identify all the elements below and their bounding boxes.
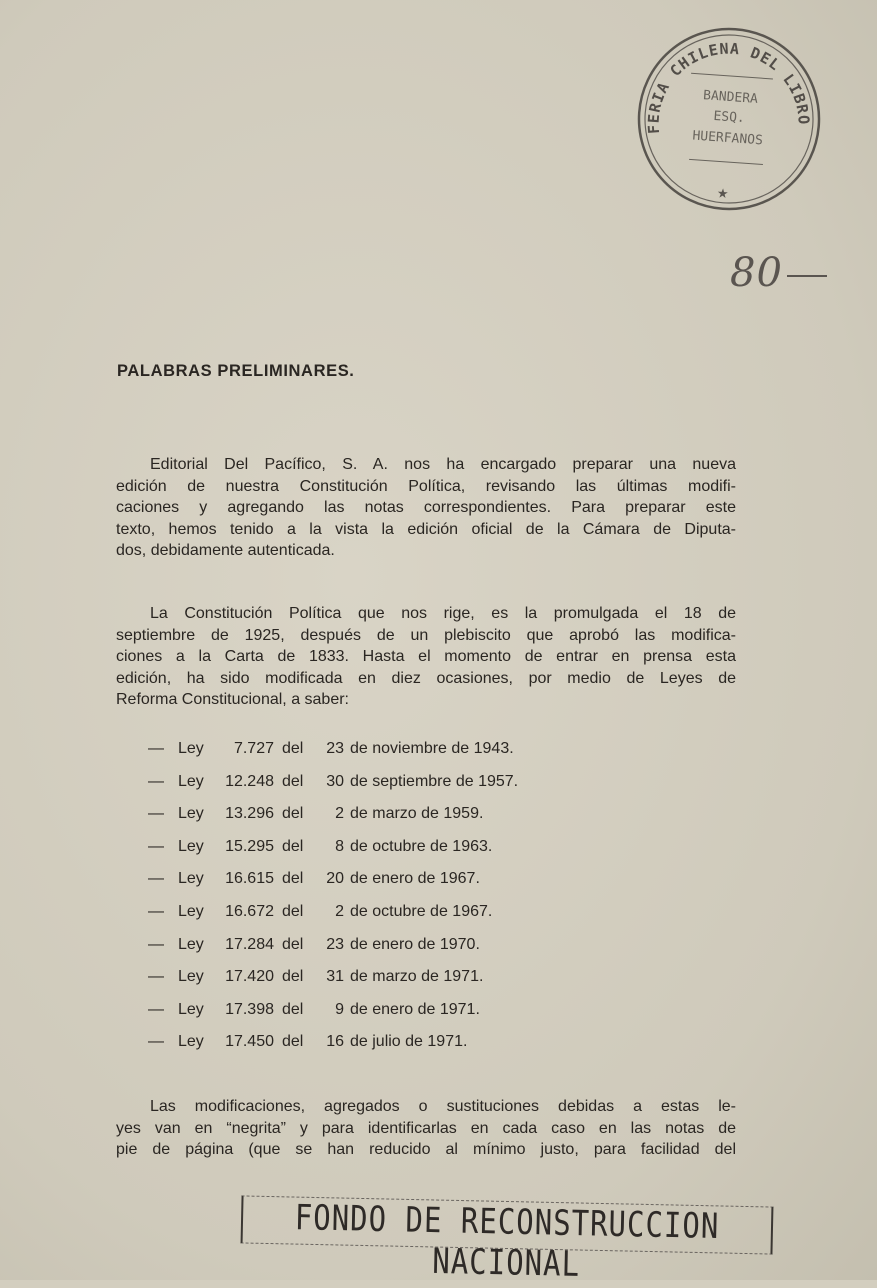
paragraph-line: La Constitución Política que nos rige, es la promulgada el 18 de: [150, 605, 736, 622]
paragraph-line: Reforma Constitucional, a saber:: [116, 691, 349, 708]
stamp-star-icon: ★: [716, 186, 730, 203]
paragraph-line: septiembre de 1925, después de un plebiscito que aprobó las modifica-: [116, 626, 736, 644]
paragraph-line: Las modificaciones, agregados o sustituciones debidas a estas le-: [150, 1098, 736, 1115]
law-item: — Ley 16.615 del 20 de enero de 1967.: [148, 870, 480, 888]
stamp-ring-text: FERIA CHILENA DEL LIBRO: [644, 39, 813, 135]
handwritten-price: [730, 250, 827, 296]
paragraph-line: dos, debidamente autenticada.: [116, 542, 335, 559]
price-dash: [787, 275, 827, 277]
law-list: [148, 739, 518, 1065]
law-item: — Ley 17.284 del 23 de enero de 1970.: [148, 935, 480, 953]
paragraph-line: texto, hemos tenido a la vista la edición oficial de la Cámara de Diputa-: [116, 520, 736, 538]
paragraph-line: ciones a la Carta de 1833. Hasta el momento de entrar en prensa esta: [116, 648, 736, 665]
paragraph-line: edición, ha sido modificada en diez ocasiones, por medio de Leyes de: [116, 669, 736, 687]
law-item: — Ley 13.296 del 2 de marzo de 1959.: [148, 805, 484, 823]
stamp-line-1: BANDERA: [702, 88, 759, 107]
reconstruction-fund-stamp-text: FONDO DE RECONSTRUCCION NACIONAL: [294, 1196, 720, 1285]
paragraph-intro: [116, 454, 736, 562]
law-item: — Ley 17.398 del 9 de enero de 1971.: [148, 1000, 480, 1018]
section-heading: PALABRAS PRELIMINARES.: [117, 362, 355, 380]
paragraph-line: edición de nuestra Constitución Política, revisando las últimas modifi-: [116, 477, 736, 495]
bookfair-stamp: [630, 20, 829, 219]
law-item: — Ley 17.420 del 31 de marzo de 1971.: [148, 968, 484, 986]
law-item: — Ley 15.295 del 8 de octubre de 1963.: [148, 837, 493, 855]
paragraph-line: caciones y agregando las notas correspondientes. Para preparar este: [116, 499, 736, 516]
stamp-line-2: ESQ.: [712, 108, 746, 127]
law-item: — Ley 7.727 del 23 de noviembre de 1943.: [148, 740, 514, 757]
paragraph-line: yes van en “negrita” y para identificarlas en cada caso en las notas de: [116, 1119, 736, 1137]
stamp-line-3: HUERFANOS: [691, 128, 764, 149]
law-item: — Ley 17.450 del 16 de julio de 1971.: [148, 1033, 468, 1051]
paragraph-constitution: [116, 603, 736, 711]
paragraph-line: Editorial Del Pacífico, S. A. nos ha encargado preparar una nueva: [150, 456, 736, 473]
law-item: — Ley 16.672 del 2 de octubre de 1967.: [148, 902, 493, 920]
reconstruction-fund-stamp: [241, 1195, 774, 1285]
law-item: — Ley 12.248 del 30 de septiembre de 1957.: [148, 772, 519, 790]
handwritten-price-value: 80: [730, 250, 783, 296]
paragraph-notes: [116, 1096, 736, 1161]
paragraph-line: pie de página (que se han reducido al mínimo justo, para facilidad del: [116, 1141, 736, 1158]
